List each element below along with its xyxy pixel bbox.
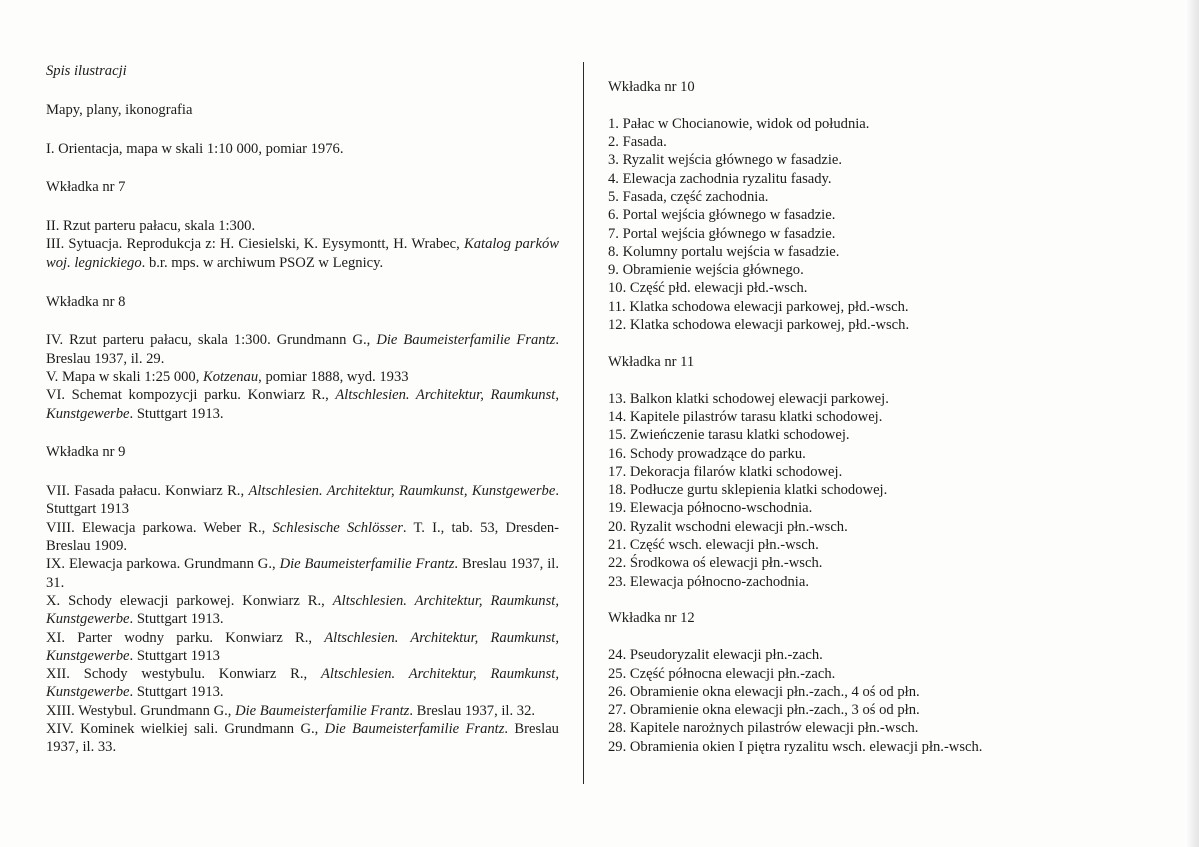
scan-edge-shadow <box>1185 0 1199 847</box>
list-item: 18. Podłucze gurtu sklepienia klatki schodowej. <box>608 482 888 499</box>
item-XIV: XIV. Kominek wielkiej sali. Grundmann G., Die Baumeisterfamilie Frantz. Breslau 1937, il. 33. <box>46 721 559 756</box>
insert-heading-7: Wkładka nr 7 <box>46 179 126 196</box>
list-item: 3. Ryzalit wejścia głównego w fasadzie. <box>608 152 843 169</box>
list-item: 19. Elewacja północno-wschodnia. <box>608 500 813 517</box>
list-item: 5. Fasada, część zachodnia. <box>608 188 769 205</box>
right-column <box>608 78 1028 756</box>
list-item: 14. Kapitele pilastrów tarasu klatki schodowej. <box>608 408 883 425</box>
list-item: 11. Klatka schodowa elewacji parkowej, płd.-wsch. <box>608 298 909 315</box>
list-item: 4. Elewacja zachodnia ryzalitu fasady. <box>608 170 832 187</box>
list-item: 20. Ryzalit wschodni elewacji płn.-wsch. <box>608 518 848 535</box>
section-subtitle: Mapy, plany, ikonografia <box>46 101 193 118</box>
list-item: 22. Środkowa oś elewacji płn.-wsch. <box>608 555 823 572</box>
item-VIII: VIII. Elewacja parkowa. Weber R., Schlesische Schlösser. T. I., tab. 53, Dresden-Breslau 1909. <box>46 519 559 555</box>
list-item: 2. Fasada. <box>608 134 667 151</box>
item-XI: XI. Parter wodny parku. Konwiarz R., Altschlesien. Architektur, Raumkunst, Kunstgewerbe. Stuttgart 1913 <box>46 629 559 664</box>
item-IV: IV. Rzut parteru pałacu, skala 1:300. Grundmann G., Die Baumeisterfamilie Frantz. Breslau 1937, il. 29. <box>46 332 559 367</box>
item-V: V. Mapa w skali 1:25 000, Kotzenau, pomiar 1888, wyd. 1933 <box>46 368 409 385</box>
list-item: 17. Dekoracja filarów klatki schodowej. <box>608 463 843 480</box>
item-I: I. Orientacja, mapa w skali 1:10 000, pomiar 1976. <box>46 140 344 157</box>
list-item: 10. Część płd. elewacji płd.-wsch. <box>608 280 808 297</box>
item-IX: IX. Elewacja parkowa. Grundmann G., Die Baumeisterfamilie Frantz. Breslau 1937, il. 31. <box>46 556 559 591</box>
insert-10-list <box>608 115 1028 335</box>
column-divider <box>583 62 584 784</box>
list-item: 26. Obramienie okna elewacji płn.-zach., 4 oś od płn. <box>608 683 920 700</box>
list-item: 25. Część północna elewacji płn.-zach. <box>608 665 836 682</box>
list-item: 28. Kapitele narożnych pilastrów elewacji płn.-wsch. <box>608 720 919 737</box>
list-item: 21. Część wsch. elewacji płn.-wsch. <box>608 537 819 554</box>
item-VII: VII. Fasada pałacu. Konwiarz R., Altschlesien. Architektur, Raumkunst, Kunstgewerbe. Stuttgart 1913 <box>46 483 559 518</box>
list-item: 23. Elewacja północno-zachodnia. <box>608 573 809 590</box>
list-item: 24. Pseudoryzalit elewacji płn.-zach. <box>608 647 823 664</box>
item-XIII: XIII. Westybul. Grundmann G., Die Baumeisterfamilie Frantz. Breslau 1937, il. 32. <box>46 702 536 719</box>
list-item: 16. Schody prowadzące do parku. <box>608 445 806 462</box>
list-title: Spis ilustracji <box>46 63 127 79</box>
insert-heading-12: Wkładka nr 12 <box>608 610 695 627</box>
list-item: 27. Obramienie okna elewacji płn.-zach., 3 oś od płn. <box>608 702 920 719</box>
item-III: III. Sytuacja. Reprodukcja z: H. Ciesielski, K. Eysymontt, H. Wrabec, Katalog parków woj. legnickiego. b.r. mps. w archiwum PSOZ w Legnicy. <box>46 236 559 271</box>
list-item: 9. Obramienie wejścia głównego. <box>608 262 804 279</box>
insert-heading-10: Wkładka nr 10 <box>608 79 695 95</box>
list-item: 8. Kolumny portalu wejścia w fasadzie. <box>608 243 840 260</box>
insert-12-list <box>608 646 1028 756</box>
insert-heading-11: Wkładka nr 11 <box>608 353 695 370</box>
list-item: 15. Zwieńczenie tarasu klatki schodowej. <box>608 427 850 444</box>
insert-heading-8: Wkładka nr 8 <box>46 293 126 310</box>
item-II: II. Rzut parteru pałacu, skala 1:300. <box>46 218 256 235</box>
left-column <box>46 62 559 757</box>
list-item: 6. Portal wejścia głównego w fasadzie. <box>608 207 836 224</box>
item-X: X. Schody elewacji parkowej. Konwiarz R., Altschlesien. Architektur, Raumkunst, Kunstgewerbe. Stuttgart 1913. <box>46 592 559 628</box>
list-item: 12. Klatka schodowa elewacji parkowej, płd.-wsch. <box>608 317 910 334</box>
item-XII: XII. Schody westybulu. Konwiarz R., Altschlesien. Architektur, Raumkunst, Kunstgewerbe. Stuttgart 1913. <box>46 666 559 701</box>
list-item: 29. Obramienia okien I piętra ryzalitu wsch. elewacji płn.-wsch. <box>608 738 983 755</box>
insert-heading-9: Wkładka nr 9 <box>46 444 126 461</box>
list-item: 13. Balkon klatki schodowej elewacji parkowej. <box>608 390 889 407</box>
list-item: 1. Pałac w Chocianowie, widok od południa. <box>608 115 870 132</box>
list-item: 7. Portal wejścia głównego w fasadzie. <box>608 225 836 242</box>
insert-11-list <box>608 390 1028 591</box>
item-VI: VI. Schemat kompozycji parku. Konwiarz R., Altschlesien. Architektur, Raumkunst, Kunstgewerbe. Stuttgart 1913. <box>46 387 559 422</box>
